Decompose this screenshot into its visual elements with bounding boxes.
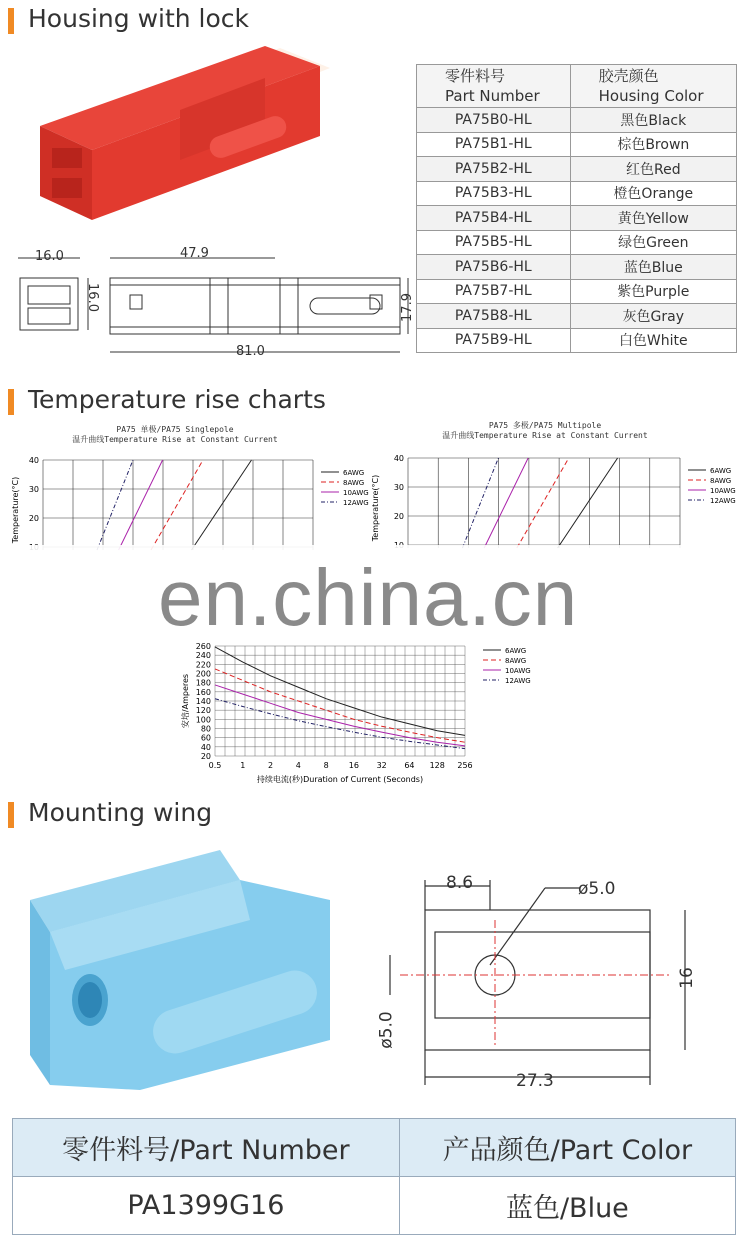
y-tick-label: 100 [195,715,211,725]
chart1 [8,452,369,547]
dim-height: 16.0 [84,283,100,312]
section-title-housing: Housing with lock [28,4,250,33]
x-tick-label: 64 [404,761,415,770]
y-tick-label: 20 [393,512,404,521]
table-row: PA75B3-HL 橙色Orange [417,181,737,206]
dim-len2: 81.0 [236,344,265,359]
y-tick-label: 40 [28,456,39,465]
housing-image [30,38,330,228]
x-tick-label: 1 [240,761,246,770]
y-tick-label: 180 [195,678,211,688]
mounting-dimension-drawing [380,870,710,1090]
y-axis-label: 安培/Amperes [181,673,190,729]
y-tick-label: 200 [195,669,211,679]
x-tick-label: 0.5 [208,761,222,770]
y-tick-label: 20 [28,514,39,523]
housing-dimension-drawing [10,240,415,365]
legend-label: 6AWG [505,647,527,655]
series-line-10AWG [119,460,163,550]
y-tick-label: 160 [195,687,211,697]
y-tick-label: 260 [195,642,211,651]
y-axis-label: Temperature(°C) [371,474,380,542]
chart1-title: PA75 单极/PA75 Singlepole [116,425,234,434]
series-line-10AWG [215,685,465,746]
watermark: en.china.cn [158,553,579,642]
x-tick-label: 8 [323,761,329,770]
dim-mount-h: 16 [676,967,697,989]
y-tick-label: 60 [200,733,211,743]
part-color-value: 蓝色/Blue [399,1177,735,1235]
section-marker [8,802,14,828]
series-line-12AWG [97,460,133,550]
legend-label: 10AWG [343,489,369,497]
section-title-temperature: Temperature rise charts [28,385,326,414]
series-line-12AWG [462,458,498,548]
series-line-6AWG [558,458,618,548]
table-row: PA75B9-HL 白色White [417,328,737,353]
y-tick-label: 30 [28,485,39,494]
series-line-6AWG [215,647,465,735]
housing-color-table [416,64,737,353]
series-line-12AWG [215,699,465,749]
section-marker [8,389,14,415]
x-tick-label: 4 [295,761,301,770]
chart2-title: PA75 多极/PA75 Multipole [488,421,602,430]
legend-label: 8AWG [505,657,527,665]
legend-label: 12AWG [343,499,369,507]
x-tick-label: 128 [429,761,445,770]
y-tick-label: 40 [393,454,404,463]
dim-len1: 47.9 [180,246,209,261]
series-line-10AWG [484,458,528,548]
dim-height2: 17.9 [399,293,415,322]
header-color: 胶壳颜色 Housing Color [570,65,736,108]
table-row: PA75B1-HL 棕色Brown [417,132,737,157]
table-row: PA75B4-HL 黄色Yellow [417,206,737,231]
x-tick-label: 2 [268,761,274,770]
dim-width: 16.0 [35,249,64,264]
header-part: 零件料号 Part Number [417,65,571,108]
chart2 [368,450,740,547]
x-tick-label: 32 [376,761,387,770]
y-tick-label: 120 [195,706,211,716]
y-tick-label: 40 [200,742,211,752]
table-row: PA75B5-HL 绿色Green [417,230,737,255]
legend-label: 8AWG [710,477,732,485]
section-title-mounting: Mounting wing [28,798,213,827]
x-axis-label: 持续电流(秒)Duration of Current (Seconds) [256,775,424,784]
legend-label: 8AWG [343,479,365,487]
table-row: PA75B2-HL 红色Red [417,157,737,182]
legend-label: 10AWG [505,667,531,675]
legend-label: 12AWG [505,677,531,685]
series-line-8AWG [151,460,203,550]
y-tick-label: 240 [195,651,211,661]
chart3 [170,638,550,788]
legend-label: 6AWG [710,467,732,475]
chart2-subtitle: 温升曲线Temperature Rise at Constant Current [442,431,648,440]
x-tick-label: 16 [348,761,359,770]
dim-mount-len: 27.3 [516,1071,554,1091]
legend-label: 6AWG [343,469,365,477]
y-axis-label: Temperature(°C) [11,476,20,544]
dim-mount-a: 8.6 [446,873,474,893]
y-tick-label: 140 [195,697,211,706]
part-color-table [12,1118,736,1235]
y-tick-label: 80 [200,724,211,734]
section-marker [8,8,14,34]
table-row: PA75B8-HL 灰色Gray [417,304,737,329]
series-line-8AWG [517,458,569,548]
mounting-wing-image [20,840,340,1100]
x-tick-label: 256 [457,761,473,770]
dim-mount-hole2: ø5.0 [376,1011,397,1049]
legend-label: 12AWG [710,497,736,505]
part-number-value: PA1399G16 [13,1177,400,1235]
y-tick-label: 220 [195,660,211,670]
header-part-color: 产品颜色/Part Color [399,1119,735,1177]
table-row: PA75B6-HL 蓝色Blue [417,255,737,280]
series-line-6AWG [192,460,252,550]
header-part-number: 零件料号/Part Number [13,1119,400,1177]
chart1-subtitle: 温升曲线Temperature Rise at Constant Current [72,435,278,444]
dim-mount-hole: ø5.0 [578,879,616,899]
table-row: PA75B7-HL 紫色Purple [417,279,737,304]
y-tick-label: 20 [200,752,211,761]
table-row: PA75B0-HL 黑色Black [417,108,737,133]
y-tick-label: 30 [393,483,404,492]
series-line-8AWG [215,669,465,742]
legend-label: 10AWG [710,487,736,495]
